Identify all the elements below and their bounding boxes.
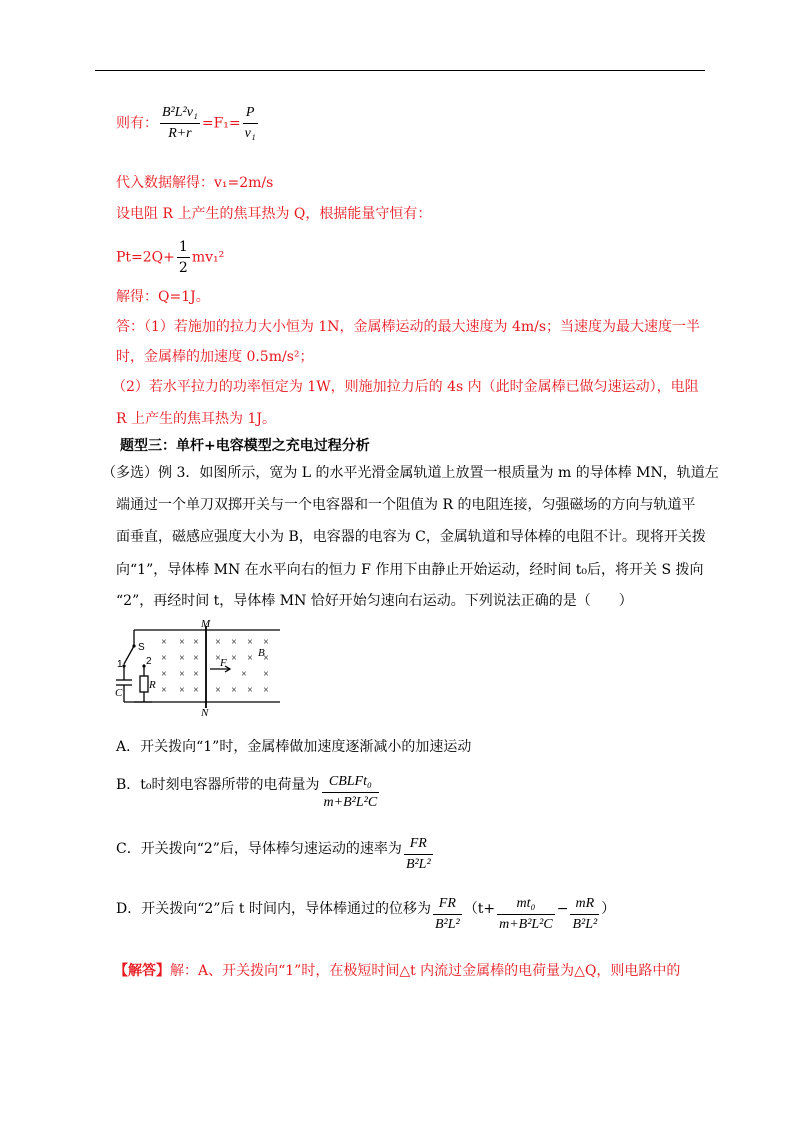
svg-text:×: × [231,685,237,696]
problem-line-1: （多选）例 3．如图所示，宽为 L 的水平光滑金属轨道上放置一根质量为 m 的导体棒 MN，轨道左 [102,465,719,481]
circuit-diagram [112,620,287,716]
svg-text:×: × [193,637,199,648]
energy-equation: Pt=2Q+ $\frac{1}{2}$ mv₁² [116,239,225,276]
option-d-fraction-2: $\frac{\text{mt₀}}{\text{m+B²L²C}}$ [497,894,555,935]
svg-text:×: × [247,653,253,664]
solution-tag: 【解答】 [114,963,170,979]
svg-text:×: × [263,685,269,696]
label-f: F [220,657,227,669]
label-s: S [138,642,145,653]
magnetic-field-marks [161,637,269,696]
option-c-fraction: $\frac{FR}{\text{B²L²}}$ [404,834,433,875]
option-c: C．开关拨向“2”后，导体棒匀速运动的速率为 $\frac{FR}{\text{B²L²}}$ [116,840,435,875]
option-a: A．开关拨向“1”时，金属棒做加速度逐渐减小的加速运动 [116,739,472,755]
svg-text:×: × [161,637,167,648]
problem-line-5: “2”，再经时间 t，导体棒 MN 恰好开始匀速向右运动。下列说法正确的是（ ） [116,593,633,609]
option-d-fraction-3: $\frac{mR}{\text{B²L²}}$ [570,894,599,935]
svg-text:×: × [179,637,185,648]
equals-sign: = [201,115,214,132]
heat-setup-text: 设电阻 R 上产生的焦耳热为 Q，根据能量守恒有： [116,206,432,222]
svg-text:×: × [179,685,185,696]
ampere-force-fraction: $\frac{\text{B²L²v₁}}{R+r}$ [160,103,200,144]
resistor [140,676,148,692]
option-b-fraction: $\frac{\text{CBLFt₀}}{\text{m+B²L²C}}$ [322,772,380,813]
svg-text:×: × [247,685,253,696]
f1-label: F₁= [213,115,241,132]
heat-result: 解得：Q=1J。 [116,289,210,305]
label-n: N [201,707,209,716]
svg-text:×: × [215,685,221,696]
header-rule [95,70,705,71]
one-half-fraction: $\frac{1}{2}$ [178,239,188,276]
svg-text:×: × [161,669,167,680]
svg-text:×: × [193,685,199,696]
force-balance-equation [116,103,260,144]
svg-text:×: × [231,653,237,664]
svg-text:×: × [161,653,167,664]
svg-text:×: × [263,653,269,664]
svg-text:×: × [247,637,253,648]
svg-text:×: × [215,637,221,648]
label-1: 1 [117,659,123,670]
then-label: 则有： [116,115,158,132]
problem-line-2: 端通过一个单刀双掷开关与一个电容器和一个阻值为 R 的电阻连接，匀强磁场的方向与轨道平 [116,497,696,513]
svg-text:×: × [215,653,221,664]
svg-text:×: × [263,669,269,680]
problem-line-3: 面垂直，磁感应强度大小为 B，电容器的电容为 C，金属轨道和导体棒的电阻不计。现将开关拨 [116,529,706,545]
answer-1-line-2: 时，金属棒的加速度 0.5m/s²； [116,349,314,365]
label-m: M [201,620,211,630]
svg-text:×: × [179,653,185,664]
option-d: D．开关拨向“2”后 t 时间内，导体棒通过的位移为 $\frac{FR}{\text{B²L²}}$ （t+ $\frac{\text{mt₀}}{\text{m+B²L²C}}$ − $\frac{mR}{\text{B²L²}}$ ） [116,900,615,935]
label-r: R [149,679,156,691]
problem-line-4: 向“1”，导体棒 MN 在水平向右的恒力 F 作用下由静止开始运动，经时间 t₀后，将开关 S 拨向 [116,562,704,578]
svg-text:×: × [263,637,269,648]
answer-2-line-2: R 上产生的焦耳热为 1J。 [116,411,276,427]
option-b: B．t₀时刻电容器所带的电荷量为 $\frac{\text{CBLFt₀}}{\text{m+B²L²C}}$ [116,776,381,813]
power-velocity-fraction: $\frac{P}{\text{v₁}}$ [243,103,258,144]
section-heading: 题型三：单杆+电容模型之充电过程分析 [120,438,370,454]
switch-blade [124,646,134,664]
answer-2-line-1: （2）若水平拉力的功率恒定为 1W，则施加拉力后的 4s 内（此时金属棒已做匀速运动），电阻 [112,379,699,395]
svg-text:×: × [179,669,185,680]
label-2: 2 [146,656,152,667]
label-c: C [115,687,123,699]
velocity-result: 代入数据解得：v₁=2m/s [116,175,274,191]
svg-text:×: × [231,637,237,648]
svg-text:×: × [241,669,247,680]
svg-text:×: × [193,669,199,680]
label-b: B [258,647,265,659]
solution-line: 【解答】解：A、开关拨向“1”时，在极短时间△t 内流过金属棒的电荷量为△Q，则电路中的 [114,963,681,979]
svg-text:×: × [161,685,167,696]
svg-text:×: × [193,653,199,664]
answer-1-line-1: 答：（1）若施加的拉力大小恒为 1N，金属棒运动的最大速度为 4m/s；当速度为最大速度一半 [116,319,701,335]
option-d-fraction-1: $\frac{FR}{\text{B²L²}}$ [433,894,462,935]
